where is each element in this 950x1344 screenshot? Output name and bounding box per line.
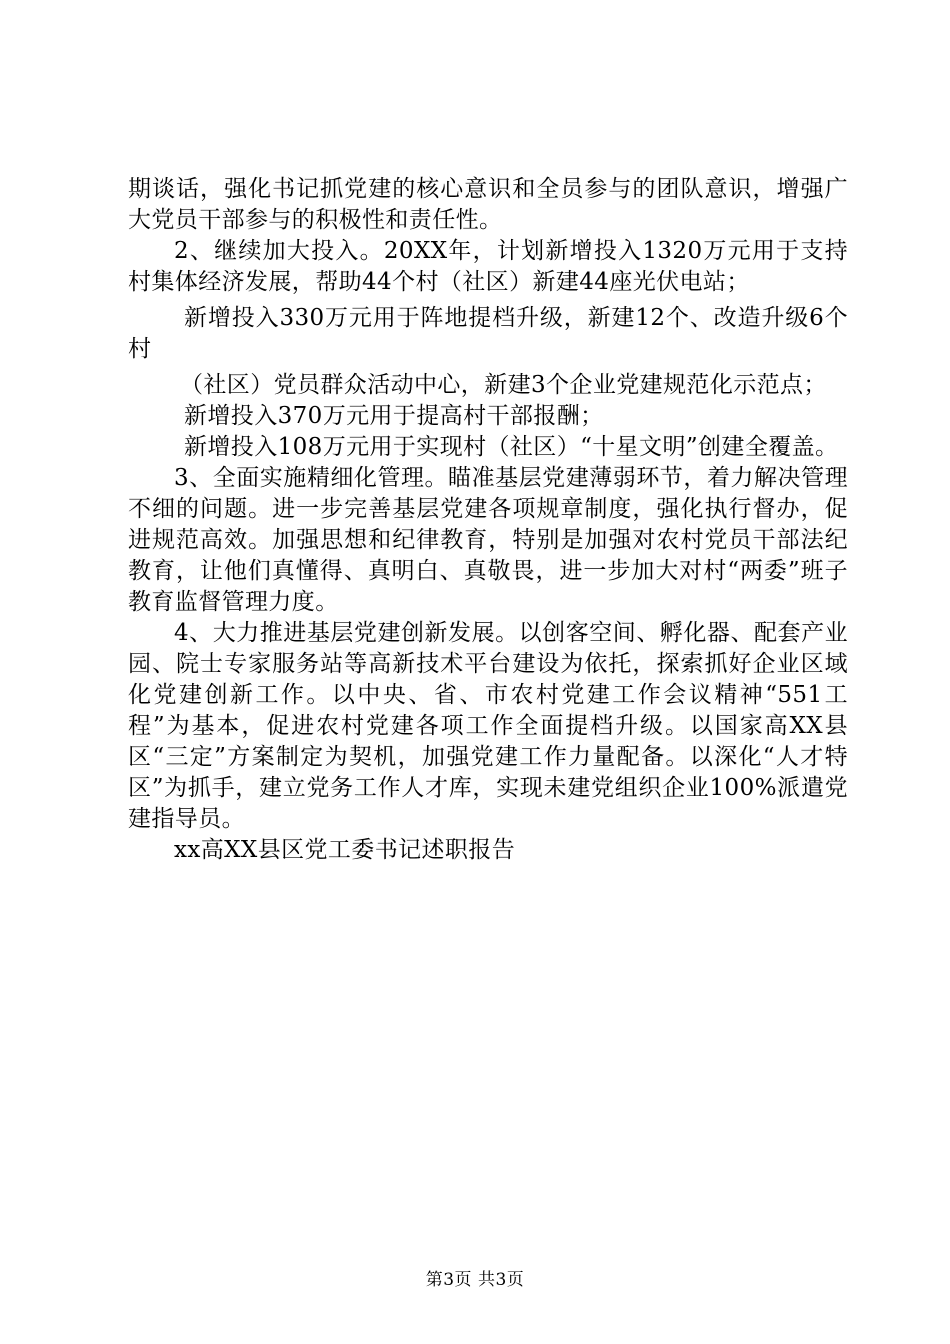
document-body [128, 174, 848, 866]
paragraph-investment-370: 新增投入370万元用于提高村干部报酬； [184, 403, 604, 429]
paragraph-investment-330: 新增投入330万元用于阵地提档升级，新建12个、改造升级6个村 [128, 305, 848, 362]
paragraph-investment-108: 新增投入108万元用于实现村（社区）“十星文明”创建全覆盖。 [184, 434, 839, 460]
paragraph-item-4: 4、大力推进基层党建创新发展。以创客空间、孵化器、配套产业园、院士专家服务站等高新技术平台建设为依托，探索抓好企业区域化党建创新工作。以中央、省、市农村党建工作会议精神“551工程”为基本，促进农村党建各项工作全面提档升级。以国家高XX县区“三定”方案制定为契机，加强党建工作力量配备。以深化“人才特区”为抓手，建立党务工作人才库，实现未建党组织企业100%派遣党建指导员。 [128, 620, 848, 832]
paragraph-item-2: 2、继续加大投入。20XX年，计划新增投入1320万元用于支持村集体经济发展，帮助44个村（社区）新建44座光伏电站； [128, 238, 848, 295]
page-footer: 第3页 共3页 [425, 1270, 525, 1290]
paragraph-item-3: 3、全面实施精细化管理。瞄准基层党建薄弱环节，着力解决管理不细的问题。进一步完善基层党建各项规章制度，强化执行督办，促进规范高效。加强思想和纪律教育，特别是加强对农村党员干部法纪教育，让他们真懂得、真明白、真敬畏，进一步加大对村“两委”班子教育监督管理力度。 [128, 465, 848, 615]
paragraph-activity-center: （社区）党员群众活动中心，新建3个企业党建规范化示范点； [180, 372, 827, 398]
paragraph-continuation: 期谈话，强化书记抓党建的核心意识和全员参与的团队意识，增强广大党员干部参与的积极性和责任性。 [128, 176, 848, 233]
document-closing-title: xx高XX县区党工委书记述职报告 [174, 837, 516, 863]
